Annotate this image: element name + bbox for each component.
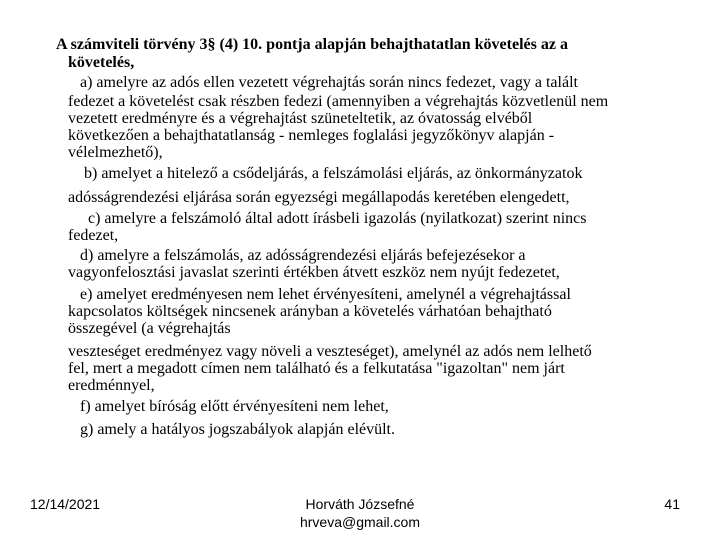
item-a-line-4: következően a behajthatatlanság - nemleges foglalási jegyzőkönyv alapján -	[68, 127, 555, 144]
item-a-line-5: vélelmezhető),	[68, 144, 163, 161]
footer-page-number: 41	[664, 496, 680, 512]
footer-author-email: hrveva@gmail.com	[299, 514, 421, 530]
heading-line-1: A számviteli törvény 3§ (4) 10. pontja alapján behajthatatlan követelés az a	[56, 36, 568, 53]
item-a-line-1: a) amelyre az adós ellen vezetett végrehajtás során nincs fedezet, vagy a talált	[80, 74, 578, 91]
item-e-line-1: e) amelyet eredményesen nem lehet érvényesíteni, amelynél a végrehajtással	[80, 286, 571, 303]
item-b-line-2: adósságrendezési eljárása során egyezségi megállapodás keretében elengedett,	[68, 189, 570, 206]
item-e-line-3: összegével (a végrehajtás	[68, 320, 231, 337]
footer-date: 12/14/2021	[30, 496, 101, 512]
item-e-line-5: fel, mert a megadott címen nem található és a felkutatása "igazoltan" nem járt	[68, 360, 565, 377]
footer-author-block	[260, 495, 460, 531]
item-a-line-2: fedezet a követelést csak részben fedezi (amennyiben a végrehajtás közvetlenül nem	[68, 93, 609, 110]
item-e-line-6: eredménnyel,	[68, 377, 155, 394]
footer-author-name: Horváth Józsefné	[305, 496, 415, 512]
item-b-line-1: b) amelyet a hitelező a csődeljárás, a felszámolási eljárás, az önkormányzatok	[84, 165, 583, 182]
item-f-line-1: f) amelyet bíróság előtt érvényesíteni nem lehet,	[80, 398, 389, 415]
item-a-line-3: vezetett eredményre és a végrehajtást szüneteltetik, az óvatosság elvéből	[68, 110, 533, 127]
item-d-line-2: vagyonfelosztási javaslat szerinti értékben átvett eszköz nem nyújt fedezetet,	[68, 264, 560, 281]
heading-line-2: követelés,	[68, 54, 135, 71]
item-e-line-4: veszteséget eredményez vagy növeli a veszteséget), amelynél az adós nem lelhető	[68, 343, 592, 360]
item-c-line-1: c) amelyre a felszámoló által adott írásbeli igazolás (nyilatkozat) szerint nincs	[88, 210, 587, 227]
item-e-line-2: kapcsolatos költségek nincsenek arányban a követelés várhatóan behajtható	[68, 303, 552, 320]
item-d-line-1: d) amelyre a felszámolás, az adósságrendezési eljárás befejezésekor a	[80, 247, 526, 264]
item-g-line-1: g) amely a hatályos jogszabályok alapján elévült.	[80, 421, 395, 438]
item-c-line-2: fedezet,	[68, 227, 119, 244]
